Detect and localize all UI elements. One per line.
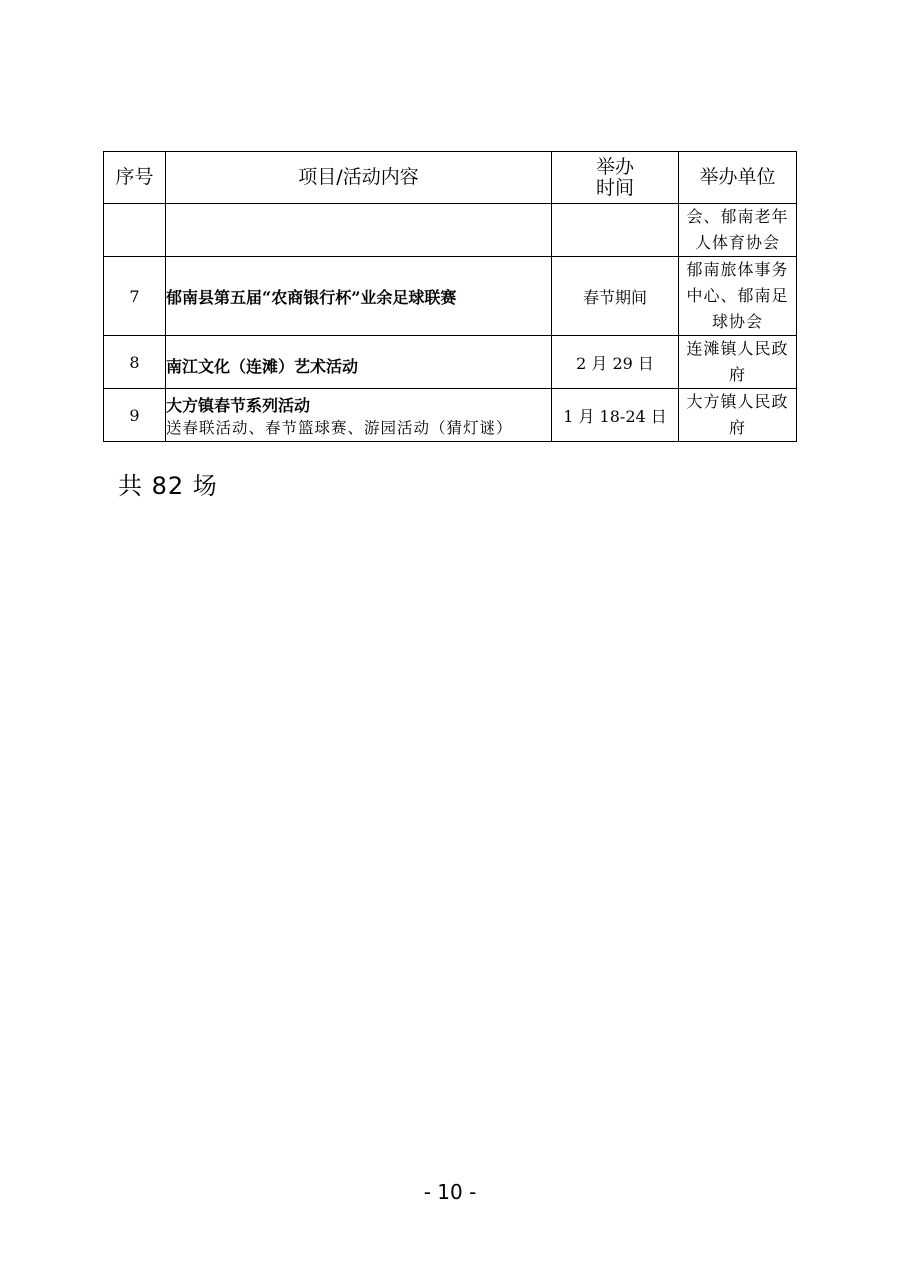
- events-table: [103, 151, 797, 442]
- row-serial: 8: [104, 336, 166, 389]
- row-title: [166, 204, 552, 257]
- row-title: 大方镇春节系列活动: [166, 396, 311, 415]
- row-organizer: 大方镇人民政府: [679, 389, 797, 442]
- table-row: [104, 257, 797, 336]
- row-organizer: 会、郁南老年人体育协会: [679, 204, 797, 257]
- table-row: [104, 204, 797, 257]
- row-organizer: 连滩镇人民政府: [679, 336, 797, 389]
- row-time: 1 月 18-24 日: [552, 389, 679, 442]
- table-header-row: [104, 152, 797, 204]
- header-content: 项目/活动内容: [166, 152, 552, 204]
- header-serial: 序号: [104, 152, 166, 204]
- row-detail: 送春联活动、春节篮球赛、游园活动（猜灯谜）: [166, 419, 513, 437]
- row-serial: 7: [104, 257, 166, 336]
- row-time: [552, 204, 679, 257]
- header-organizer: 举办单位: [679, 152, 797, 204]
- header-time: 举办 时间: [552, 152, 679, 204]
- row-time: 2 月 29 日: [552, 336, 679, 389]
- table-row: [104, 336, 797, 389]
- row-organizer: 郁南旅体事务中心、郁南足球协会: [679, 257, 797, 336]
- table-row: [104, 389, 797, 442]
- row-title: 南江文化（连滩）艺术活动: [166, 336, 552, 389]
- row-serial: [104, 204, 166, 257]
- row-title: 郁南县第五届“农商银行杯”业余足球联赛: [166, 257, 552, 336]
- page-number: - 10 -: [423, 1180, 477, 1204]
- total-count: 共 82 场: [118, 472, 218, 500]
- row-content: [166, 389, 552, 442]
- row-serial: 9: [104, 389, 166, 442]
- row-time: 春节期间: [552, 257, 679, 336]
